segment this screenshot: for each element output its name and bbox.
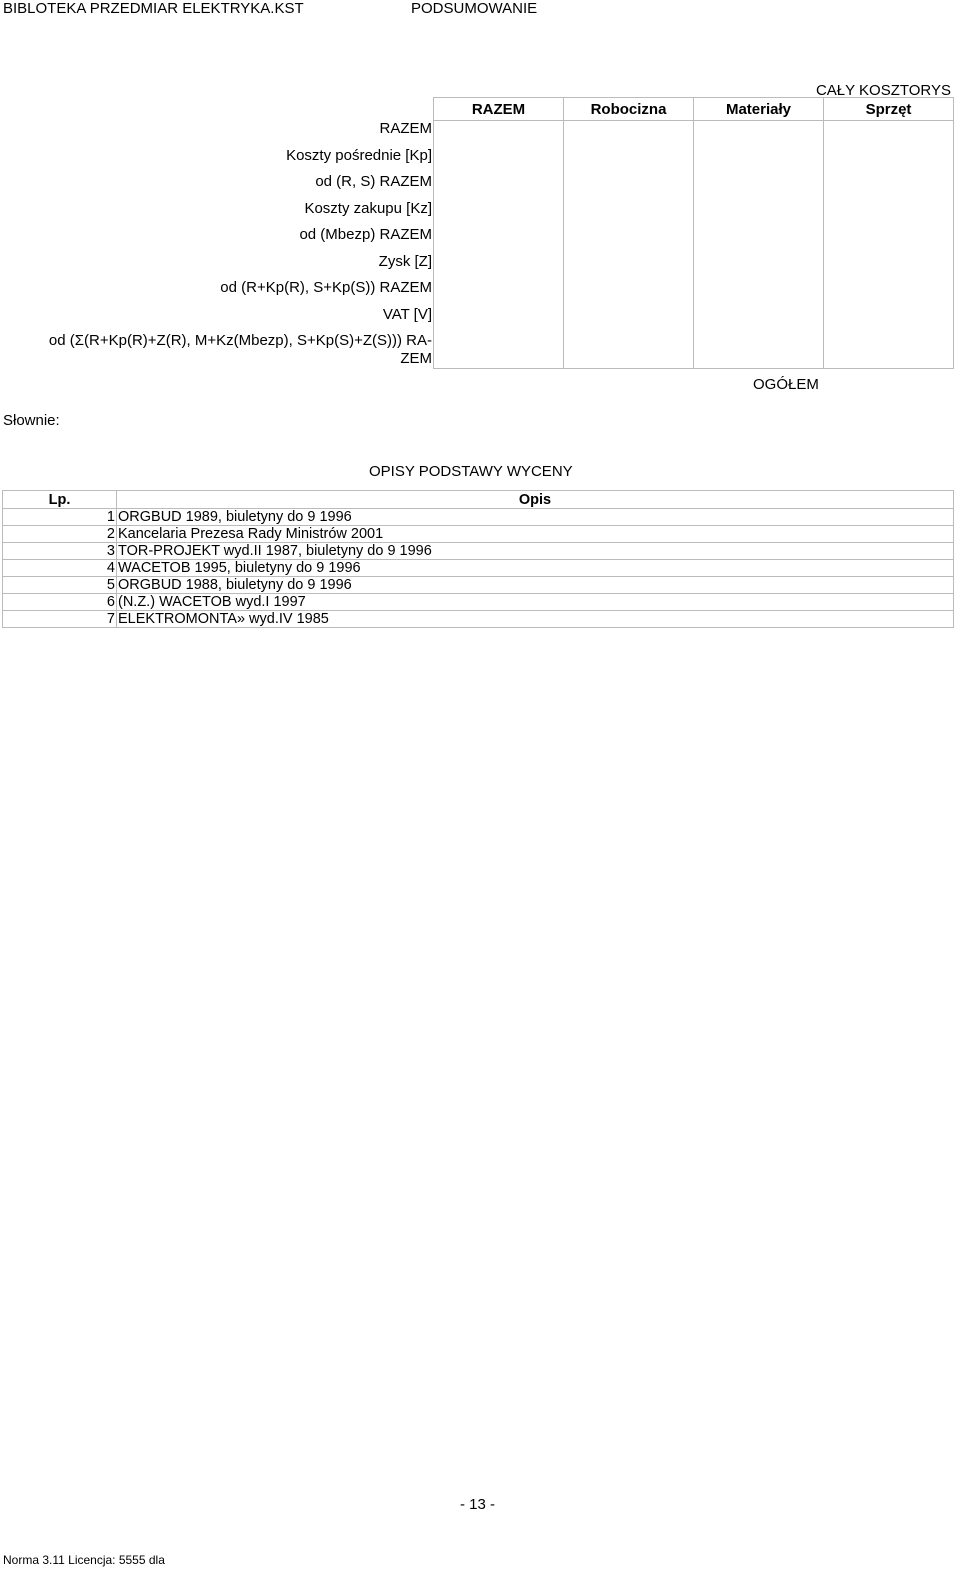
row-label-kp-razem: od (R, S) RAZEM — [315, 173, 432, 190]
row-number: 5 — [3, 577, 117, 594]
row-number: 1 — [3, 509, 117, 526]
summary-cell-razem — [434, 121, 564, 369]
descriptions-table — [2, 490, 954, 628]
table-row — [3, 611, 954, 628]
row-description: TOR-PROJEKT wyd.II 1987, biuletyny do 9 1996 — [117, 543, 954, 560]
row-number: 4 — [3, 560, 117, 577]
row-description: ELEKTROMONTA» wyd.IV 1985 — [117, 611, 954, 628]
summary-table — [433, 97, 954, 369]
column-header-robocizna: Robocizna — [564, 98, 694, 121]
row-number: 6 — [3, 594, 117, 611]
row-label-kz-razem: od (Mbezp) RAZEM — [299, 226, 432, 243]
row-label-zysk: Zysk [Z] — [378, 253, 432, 270]
page-section-title: PODSUMOWANIE — [411, 0, 538, 17]
table-row — [3, 509, 954, 526]
page-number: - 13 - — [460, 1496, 496, 1513]
table-row — [3, 594, 954, 611]
row-label-koszty-posrednie: Koszty pośrednie [Kp] — [286, 147, 432, 164]
row-number: 3 — [3, 543, 117, 560]
row-number: 2 — [3, 526, 117, 543]
column-header-opis: Opis — [117, 491, 954, 509]
descriptions-title: OPISY PODSTAWY WYCENY — [369, 463, 573, 480]
table-row — [3, 526, 954, 543]
column-header-materialy: Materiały — [694, 98, 824, 121]
column-header-sprzet: Sprzęt — [824, 98, 954, 121]
row-label-razem: RAZEM — [379, 120, 432, 137]
table-row — [3, 560, 954, 577]
table-row — [3, 543, 954, 560]
summary-cell-sprzet — [824, 121, 954, 369]
summary-cell-robocizna — [564, 121, 694, 369]
table-row — [3, 577, 954, 594]
row-label-zysk-razem: od (R+Kp(R), S+Kp(S)) RAZEM — [220, 279, 432, 296]
summary-section-title: CAŁY KOSZTORYS — [815, 82, 951, 99]
document-name: BIBLOTEKA PRZEDMIAR ELEKTRYKA.KST — [3, 0, 304, 17]
row-description: Kancelaria Prezesa Rady Ministrów 2001 — [117, 526, 954, 543]
row-description: ORGBUD 1988, biuletyny do 9 1996 — [117, 577, 954, 594]
row-label-vat-razem: od (Σ(R+Kp(R)+Z(R), M+Kz(Mbezp), S+Kp(S)+Z(S))) RA- — [48, 332, 432, 349]
total-label: OGÓŁEM — [753, 376, 819, 393]
row-description: ORGBUD 1989, biuletyny do 9 1996 — [117, 509, 954, 526]
words-label: Słownie: — [3, 412, 60, 429]
summary-cell-materialy — [694, 121, 824, 369]
row-label-koszty-zakupu: Koszty zakupu [Kz] — [304, 200, 432, 217]
row-label-vat: VAT [V] — [382, 306, 432, 323]
row-description: WACETOB 1995, biuletyny do 9 1996 — [117, 560, 954, 577]
row-number: 7 — [3, 611, 117, 628]
row-label-vat-razem-cont: ZEM — [400, 350, 432, 367]
column-header-lp: Lp. — [3, 491, 117, 509]
license-text: Norma 3.11 Licencja: 5555 dla — [3, 1553, 165, 1567]
column-header-razem: RAZEM — [434, 98, 564, 121]
row-description: (N.Z.) WACETOB wyd.I 1997 — [117, 594, 954, 611]
